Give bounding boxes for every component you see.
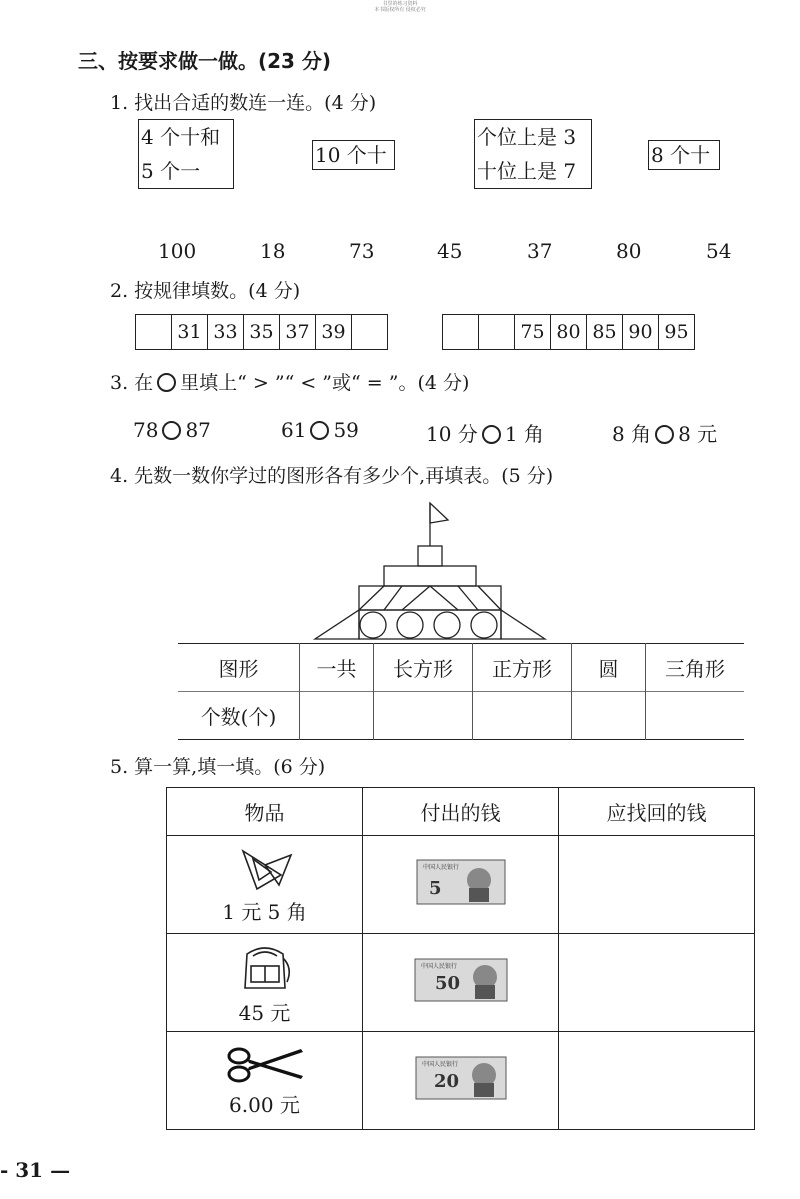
svg-text:中国人民银行: 中国人民银行 <box>421 1061 458 1068</box>
q5-title: 5. 算一算,填一填。(6 分) <box>110 756 326 778</box>
sequence-cell: 31 <box>172 315 208 350</box>
sequence-cell: 80 <box>551 315 587 350</box>
q1-box-4[interactable]: 8 个十 <box>648 140 720 170</box>
sequence-cell: 95 <box>659 315 695 350</box>
scissors-icon <box>225 1044 305 1084</box>
table-row <box>167 836 755 934</box>
q3-title: 3. 在 里填上“ > ”“ < ”或“ = ”。(4 分) <box>110 372 470 394</box>
q1-title: 1. 找出合适的数连一连。(4 分) <box>110 92 377 114</box>
q3-comparison: 61 59 <box>281 418 359 442</box>
q2-title: 2. 按规律填数。(4 分) <box>110 280 301 302</box>
banknote-50-icon <box>413 957 509 1003</box>
answer-cell[interactable] <box>572 692 646 740</box>
compare-circle[interactable] <box>482 425 501 444</box>
q1-box-3[interactable]: 个位上是 3 十位上是 7 <box>474 119 592 189</box>
q1-number[interactable]: 100 <box>158 239 197 263</box>
ship-figure <box>300 498 560 643</box>
sequence-cell: 39 <box>316 315 352 350</box>
q2-sequence-2 <box>442 314 695 350</box>
q3-comparison: 10 分 1 角 <box>426 422 544 446</box>
change-answer-cell[interactable] <box>559 836 755 934</box>
change-answer-cell[interactable] <box>559 934 755 1032</box>
svg-text:50: 50 <box>434 973 460 994</box>
banknote-5-icon <box>415 858 507 906</box>
sequence-cell-blank[interactable] <box>479 315 515 350</box>
table-header: 应找回的钱 <box>559 788 755 836</box>
q1-number[interactable]: 73 <box>349 239 375 263</box>
compare-circle[interactable] <box>162 421 181 440</box>
item-price: 1 元 5 角 <box>222 899 307 924</box>
sequence-cell: 37 <box>280 315 316 350</box>
sequence-cell: 85 <box>587 315 623 350</box>
svg-text:中国人民银行: 中国人民银行 <box>422 864 459 871</box>
sequence-cell-blank[interactable] <box>443 315 479 350</box>
q1-number[interactable]: 37 <box>527 239 553 263</box>
paid-cell <box>363 934 559 1032</box>
svg-text:5: 5 <box>428 878 442 899</box>
item-price: 6.00 元 <box>229 1092 300 1117</box>
paid-cell <box>363 1032 559 1130</box>
q1-number[interactable]: 80 <box>616 239 642 263</box>
item-price: 45 元 <box>238 1000 291 1025</box>
q1-number[interactable]: 54 <box>706 239 732 263</box>
sequence-cell: 35 <box>244 315 280 350</box>
paid-cell <box>363 836 559 934</box>
table-header: 图形 <box>218 657 259 681</box>
q4-title: 4. 先数一数你学过的图形各有多少个,再填表。(5 分) <box>110 465 554 487</box>
table-header: 圆 <box>572 644 646 692</box>
svg-text:20: 20 <box>433 1071 459 1092</box>
answer-cell[interactable] <box>646 692 745 740</box>
money-table <box>166 787 755 1130</box>
sequence-cell: 33 <box>208 315 244 350</box>
table-header: 一共 <box>300 644 374 692</box>
triangle-ruler-icon <box>235 845 295 891</box>
q1-number[interactable]: 45 <box>437 239 463 263</box>
compare-circle[interactable] <box>310 421 329 440</box>
sequence-cell-blank[interactable] <box>136 315 172 350</box>
sequence-cell-blank[interactable] <box>352 315 388 350</box>
table-row <box>167 1032 755 1130</box>
section-title: 三、按要求做一做。(23 分) <box>78 49 332 73</box>
item-cell <box>167 934 363 1032</box>
banknote-20-icon <box>414 1055 508 1101</box>
circle-icon <box>157 373 176 392</box>
table-header: 付出的钱 <box>363 788 559 836</box>
compare-circle[interactable] <box>655 425 674 444</box>
shape-count-table <box>178 643 744 740</box>
table-row <box>167 934 755 1032</box>
answer-cell[interactable] <box>300 692 374 740</box>
row-label: 个数(个) <box>178 692 300 740</box>
q1-number[interactable]: 18 <box>260 239 286 263</box>
table-header: 物品 <box>167 788 363 836</box>
item-cell <box>167 1032 363 1130</box>
q3-comparison: 78 87 <box>133 418 211 442</box>
page-number: - 31 — <box>0 1158 71 1182</box>
sequence-cell: 90 <box>623 315 659 350</box>
svg-text:中国人民银行: 中国人民银行 <box>420 963 457 970</box>
header-note: 书里的练习资料 本书版权所有 侵权必究 <box>374 1 426 13</box>
q2-sequence-1 <box>135 314 388 350</box>
table-header: 正方形 <box>473 644 572 692</box>
backpack-icon <box>235 940 295 992</box>
q1-box-2[interactable]: 10 个十 <box>312 140 395 170</box>
table-header: 长方形 <box>374 644 473 692</box>
sequence-cell: 75 <box>515 315 551 350</box>
answer-cell[interactable] <box>473 692 572 740</box>
change-answer-cell[interactable] <box>559 1032 755 1130</box>
q1-box-1[interactable]: 4 个十和 5 个一 <box>138 119 234 189</box>
answer-cell[interactable] <box>374 692 473 740</box>
item-cell <box>167 836 363 934</box>
table-header: 三角形 <box>646 644 745 692</box>
q3-comparison: 8 角 8 元 <box>612 422 718 446</box>
